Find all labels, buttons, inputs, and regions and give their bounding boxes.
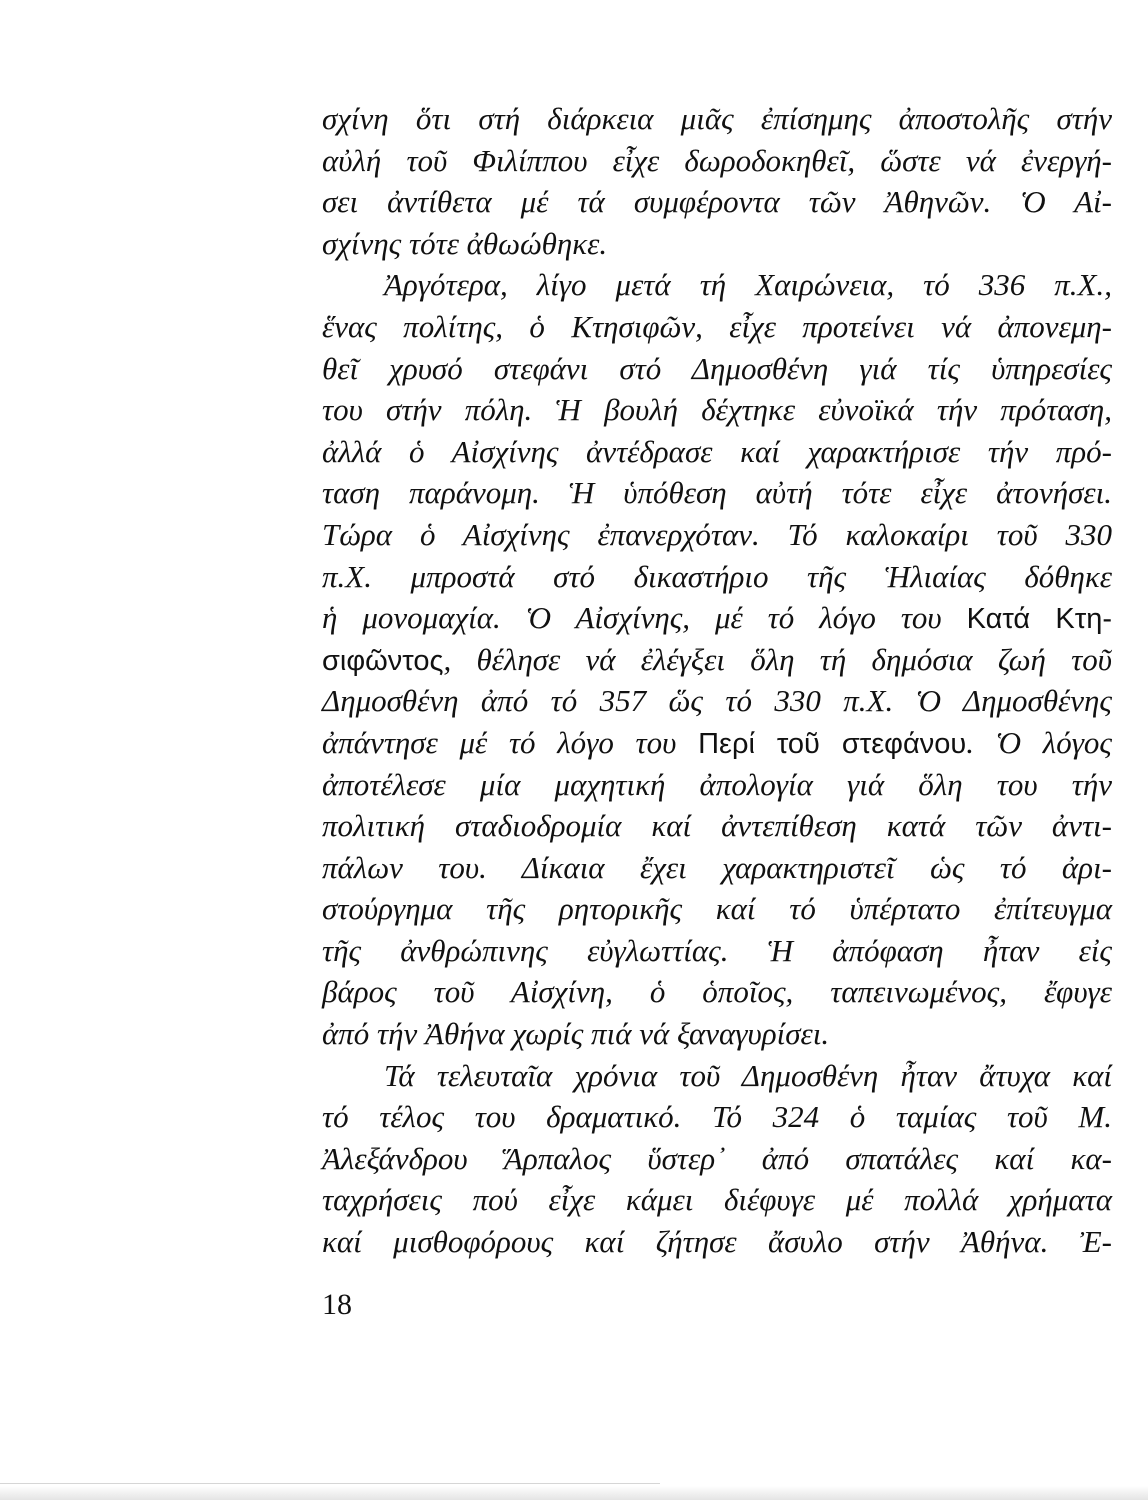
text-line: αὐλή τοῦ Φιλίππου εἶχε δωροδοκηθεῖ, ὥστε νά ἐνεργή- — [322, 142, 1112, 178]
paragraph-start-line: Τά τελευταῖα χρόνια τοῦ Δημοσθένη ἦταν ἄτυχα καί — [384, 1057, 1112, 1093]
scan-edge-line — [0, 1483, 660, 1484]
speech-title-kata-ktesiphontos: Κατά Κτη- — [966, 603, 1112, 636]
paragraph-start-line: Ἀργότερα, λίγο μετά τή Χαιρώνεια, τό 336 π.Χ., — [384, 267, 1112, 303]
text-line: τό τέλος του δραματικό. Τό 324 ὁ ταμίας τοῦ Μ. — [322, 1099, 1112, 1135]
text-line — [322, 597, 1112, 639]
text-line: ταση παράνομη. Ἡ ὑπόθεση αὐτή τότε εἶχε ἀτονήσει. — [322, 475, 1112, 511]
text-line: σχίνη ὅτι στή διάρκεια μιᾶς ἐπίσημης ἀποστολῆς στήν — [322, 101, 1112, 136]
text-line: ἀπό τήν Ἀθήνα χωρίς πιά νά ξαναγυρίσει. — [322, 1016, 830, 1052]
text-line: του στήν πόλη. Ἡ βουλή δέχτηκε εὐνοϊκά τήν πρόταση, — [322, 392, 1112, 428]
text-line: καί μισθοφόρους καί ζήτησε ἄσυλο στήν Ἀθήνα. Ἐ- — [322, 1224, 1112, 1260]
text-segment: , θέλησε νά ἐλέγξει ὅλη τή δημόσια ζωή τοῦ — [443, 641, 1112, 677]
text-line: ἀποτέλεσε μία μαχητική ἀπολογία γιά ὅλη του τήν — [322, 766, 1112, 802]
text-line: στούργημα τῆς ρητορικῆς καί τό ὑπέρτατο ἐπίτευγμα — [322, 891, 1112, 927]
speech-title-kata-ktesiphontos-cont: σιφῶντος — [322, 644, 444, 677]
text-line: τῆς ἀνθρώπινης εὐγλωττίας. Ἡ ἀπόφαση ἦταν εἰς — [322, 932, 1112, 968]
page-number: 18 — [322, 1288, 352, 1321]
speech-title-peri-tou-stefanou: Περί τοῦ στεφάνου — [698, 727, 967, 760]
text-line — [322, 722, 1112, 764]
text-line: θεῖ χρυσό στεφάνι στό Δημοσθένη γιά τίς ὑπηρεσίες — [322, 350, 1112, 386]
text-line: Τώρα ὁ Αἰσχίνης ἐπανερχόταν. Τό καλοκαίρι τοῦ 330 — [322, 516, 1112, 552]
text-line: σχίνης τότε ἀθωώθηκε. — [322, 225, 608, 261]
text-line: πολιτική σταδιοδρομία καί ἀντεπίθεση κατά τῶν ἀντι- — [322, 808, 1112, 844]
text-line: σει ἀντίθετα μέ τά συμφέροντα τῶν Ἀθηνῶν. Ὁ Αἰ- — [322, 184, 1112, 220]
text-segment: ἀπάντησε μέ τό λόγο του — [322, 724, 677, 760]
text-line: ἕνας πολίτης, ὁ Κτησιφῶν, εἶχε προτείνει νά ἀπονεμη- — [322, 308, 1112, 344]
text-line — [322, 639, 1112, 681]
body-text — [322, 98, 1112, 1263]
text-line: Δημοσθένη ἀπό τό 357 ὥς τό 330 π.Χ. Ὁ Δημοσθένης — [322, 683, 1112, 719]
text-line: ταχρήσεις πού εἶχε κάμει διέφυγε μέ πολλά χρήματα — [322, 1182, 1112, 1218]
text-line: ἀλλά ὁ Αἰσχίνης ἀντέδρασε καί χαρακτήρισε τήν πρό- — [322, 433, 1112, 469]
text-line: Ἀλεξάνδρου Ἅρπαλος ὕστερ᾽ ἀπό σπατάλες καί κα- — [322, 1140, 1112, 1176]
scan-edge-shadow — [0, 1486, 1148, 1500]
text-line: βάρος τοῦ Αἰσχίνη, ὁ ὁποῖος, ταπεινωμένος, ἔφυγε — [322, 974, 1112, 1010]
text-segment: ἡ μονομαχία. Ὁ Αἰσχίνης, μέ τό λόγο του — [322, 600, 942, 636]
text-line: πάλων του. Δίκαια ἔχει χαρακτηριστεῖ ὡς τό ἀρι- — [322, 849, 1112, 885]
text-segment: . Ὁ λόγος — [966, 724, 1112, 760]
text-line: π.Χ. μπροστά στό δικαστήριο τῆς Ἡλιαίας δόθηκε — [322, 558, 1112, 594]
